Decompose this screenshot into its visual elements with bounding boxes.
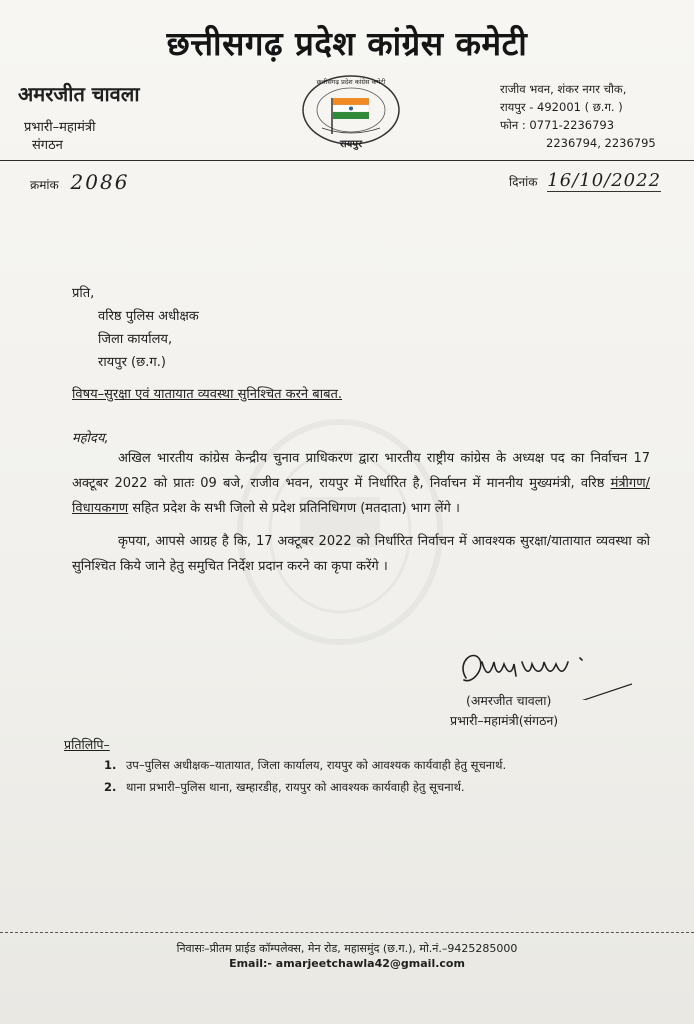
salutation: महोदय, bbox=[72, 431, 109, 446]
date-label: दिनांक bbox=[509, 175, 538, 189]
body-text: सहित प्रदेश के सभी जिलो से प्रदेश प्रतिनिधिगण (मतदाता) भाग लेंगे । bbox=[128, 501, 460, 516]
address-line: राजीव भवन, शंकर नगर चौक, bbox=[500, 82, 627, 96]
item-text: उप–पुलिस अधीक्षक–यातायात, जिला कार्यालय, रायपुर को आवश्यक कार्यवाही हेतु सूचनार्थ. bbox=[126, 758, 507, 772]
recipient-line: जिला कार्यालय, bbox=[98, 332, 173, 347]
body-paragraph bbox=[72, 446, 650, 521]
handwritten-signature bbox=[452, 640, 632, 700]
recipient-line: वरिष्ठ पुलिस अधीक्षक bbox=[98, 309, 199, 324]
body-underlined-text: मंत्रीगण/विधायकगण bbox=[72, 476, 650, 516]
to-label: प्रति, bbox=[72, 286, 95, 301]
recipient-line: रायपुर (छ.ग.) bbox=[98, 355, 166, 370]
subject-line: विषय–सुरक्षा एवं यातायात व्यवस्था सुनिश्चित करने बाबत. bbox=[72, 387, 343, 402]
footer-email: Email:- amarjeetchawla42@gmail.com bbox=[229, 957, 465, 970]
body-paragraph: कृपया, आपसे आग्रह है कि, 17 अक्टूबर 2022 को निर्धारित निर्वाचन में आवश्यक सुरक्षा/यातायात व्यवस्था को सुनिश्चित किये जाने हेतु समुचित निर्देश प्रदान करने का कृपा करेंगे । bbox=[72, 534, 650, 574]
phone-line: 2236794, 2236795 bbox=[546, 136, 656, 150]
letter-body bbox=[72, 446, 650, 587]
item-number: 1. bbox=[104, 758, 117, 772]
designation-line: संगठन bbox=[32, 138, 63, 153]
list-item bbox=[104, 776, 506, 798]
organization-title: छत्तीसगढ़ प्रदेश कांग्रेस कमेटी bbox=[166, 24, 528, 63]
signatory-designation: प्रभारी–महामंत्री(संगठन) bbox=[450, 713, 559, 728]
footer-divider bbox=[0, 932, 694, 933]
header-divider bbox=[0, 160, 694, 161]
office-address-block bbox=[500, 80, 656, 152]
designation-line: प्रभारी–महामंत्री bbox=[24, 120, 96, 135]
ref-value: 2086 bbox=[70, 170, 130, 194]
address-line: रायपुर - 492001 ( छ.ग. ) bbox=[500, 100, 623, 114]
item-text: थाना प्रभारी–पुलिस थाना, खम्हारडीह, रायपुर को आवश्यक कार्यवाही हेतु सूचनार्थ. bbox=[126, 780, 465, 794]
recipient-block bbox=[72, 282, 199, 374]
phone-line: फोन : 0771-2236793 bbox=[500, 118, 615, 132]
ref-label: क्रमांक bbox=[30, 178, 59, 192]
sender-designation bbox=[24, 119, 140, 155]
sender-block bbox=[18, 80, 140, 155]
item-number: 2. bbox=[104, 780, 117, 794]
date-value: 16/10/2022 bbox=[547, 170, 662, 191]
copies-label: प्रतिलिपि– bbox=[64, 737, 110, 752]
copies-list bbox=[104, 754, 506, 798]
emblem-city-label: रायपुर bbox=[339, 139, 363, 150]
emblem-ring-text: छत्तीसगढ़ प्रदेश कांग्रेस कमेटी bbox=[316, 78, 386, 86]
footer-residence: निवासः–प्रीतम प्राईड कॉम्पलेक्स, मेन रोड, महासमुंद (छ.ग.), मो.नं.–9425285000 bbox=[176, 942, 518, 955]
list-item bbox=[104, 754, 506, 776]
sender-name: अमरजीत चावला bbox=[18, 82, 140, 106]
signatory-name: (अमरजीत चावला) bbox=[466, 693, 552, 708]
body-text: अखिल भारतीय कांग्रेस केन्द्रीय चुनाव प्राधिकरण द्वारा भारतीय राष्ट्रीय कांग्रेस के अध्यक्ष पद का निर्वाचन 17 अक्टूबर 2022 को प्रातः 09 बजे, राजीव भवन, रायपुर में निर्धारित है, निर्वाचन में माननीय मुख्यमंत्री, वरिष्ठ bbox=[72, 451, 650, 491]
letter-date bbox=[509, 170, 661, 191]
reference-number bbox=[30, 170, 129, 194]
